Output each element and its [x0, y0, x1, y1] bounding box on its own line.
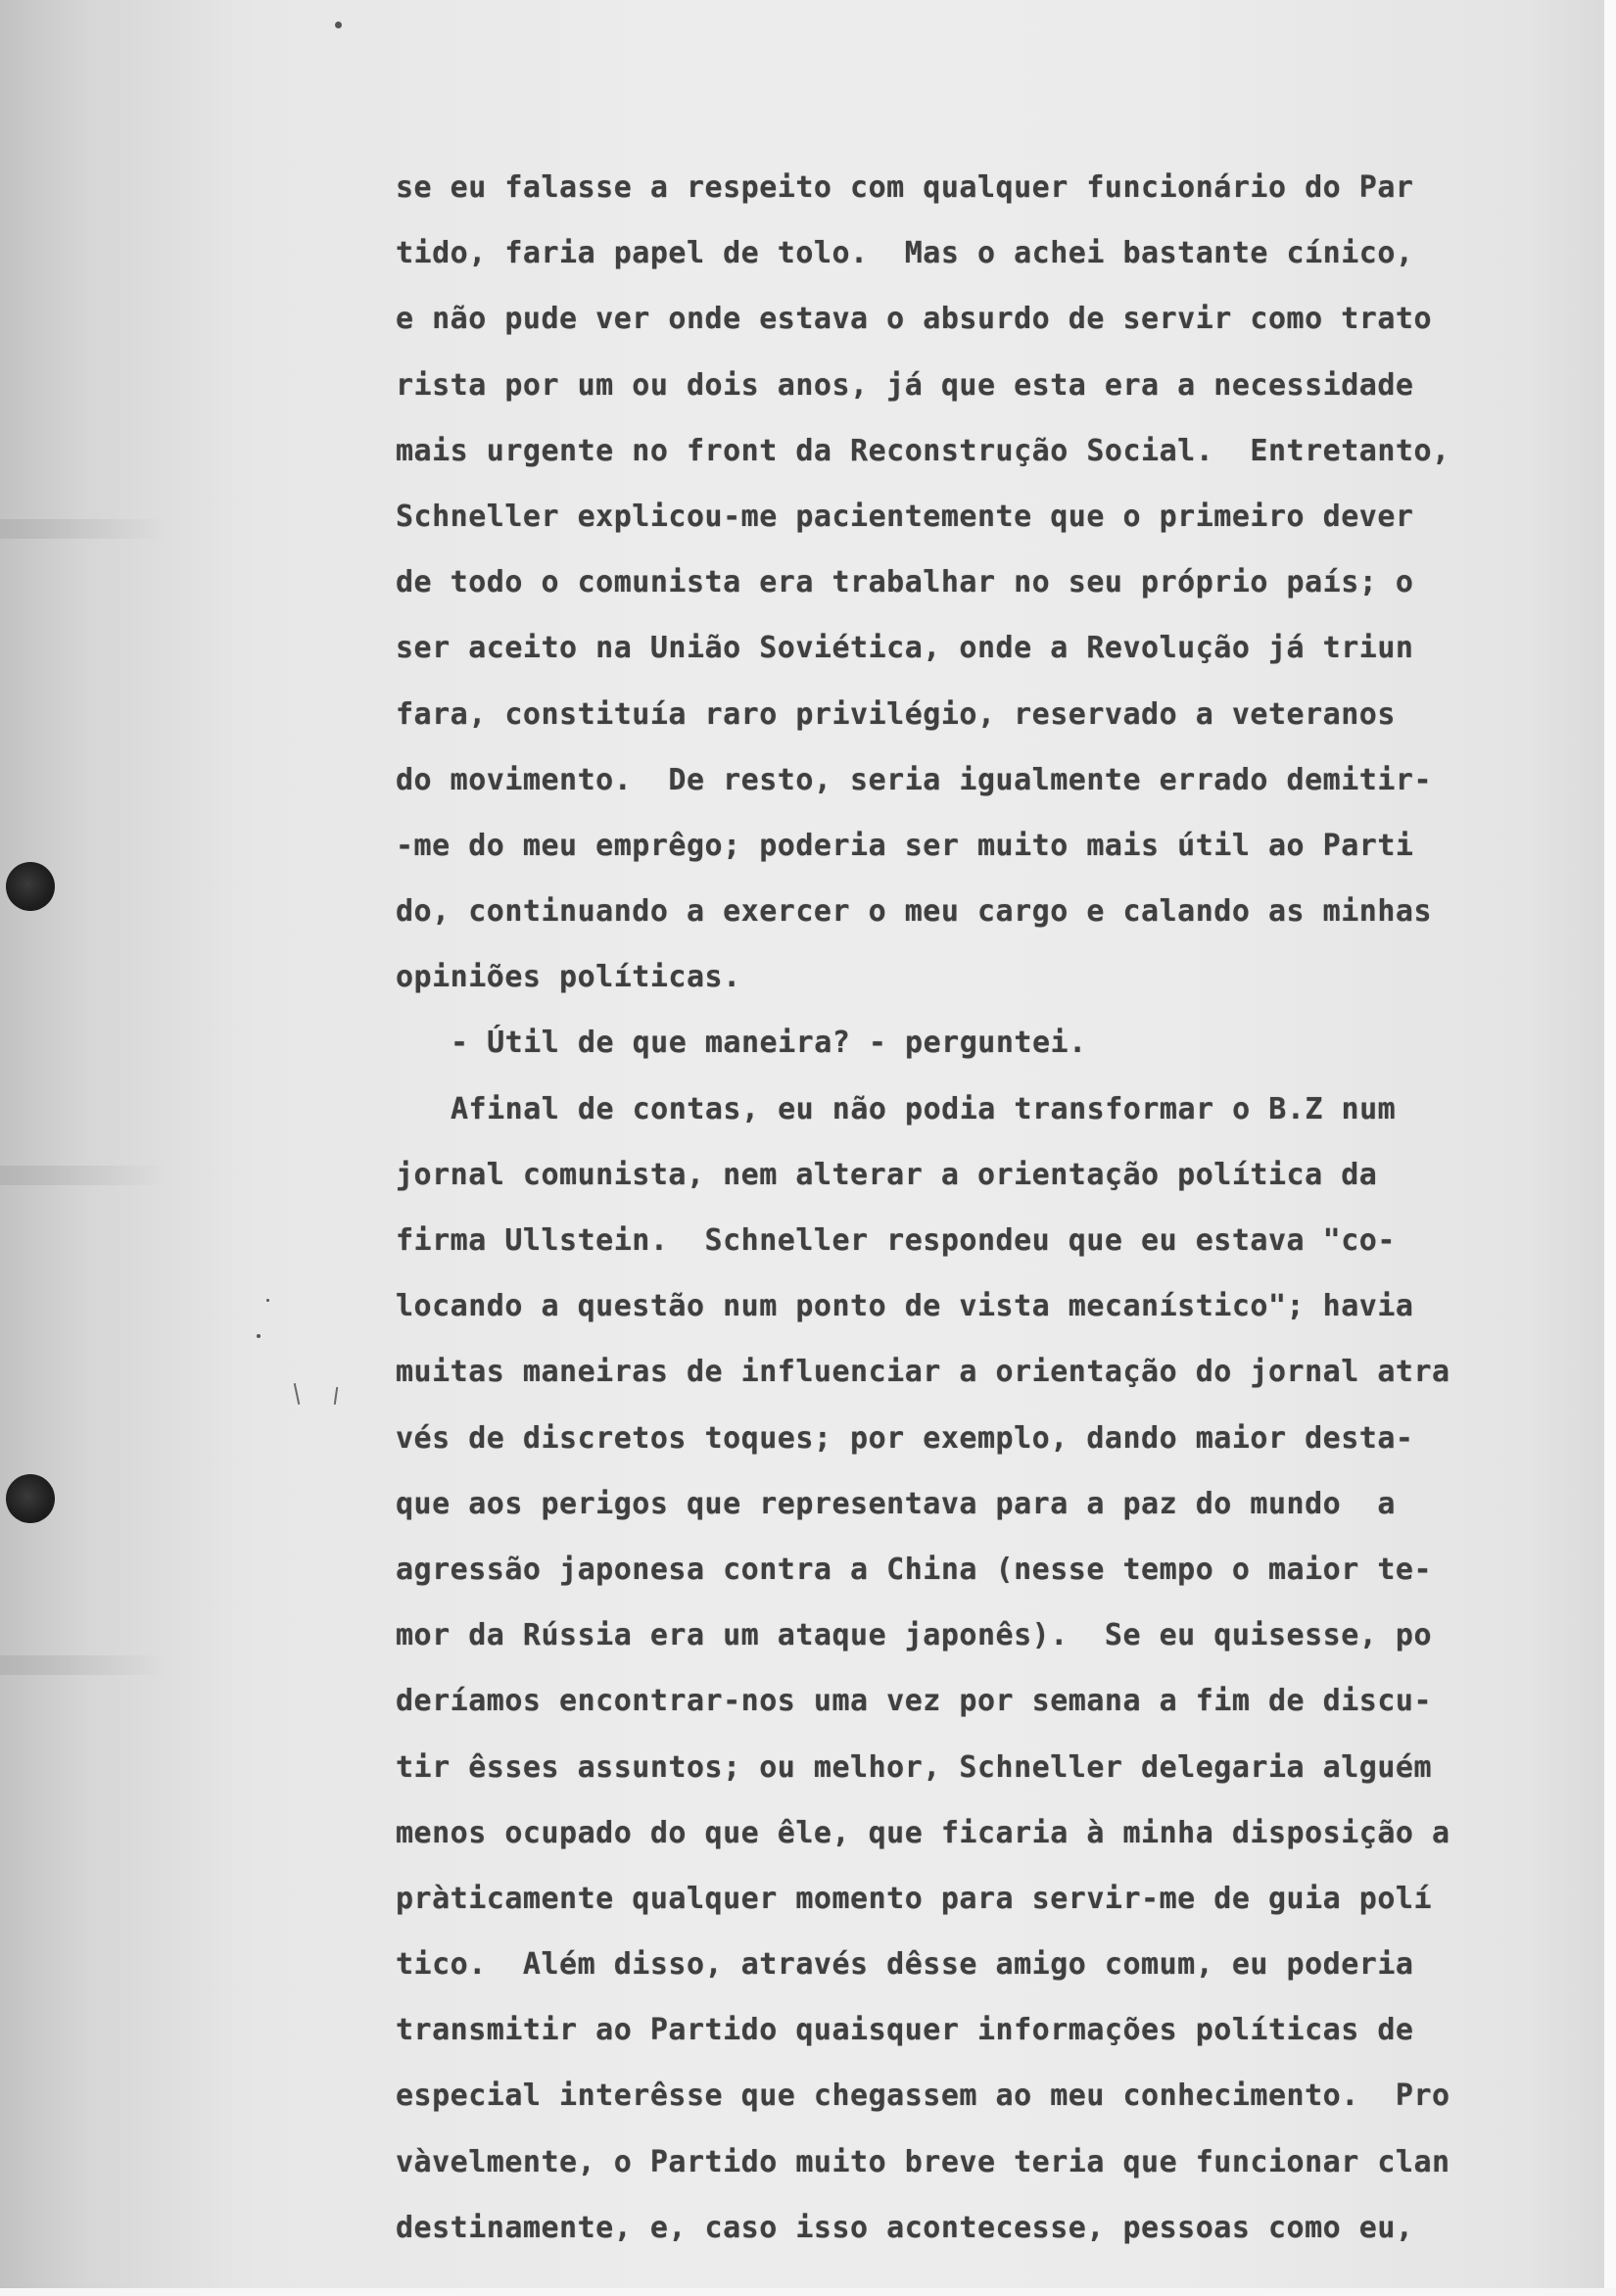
text-line: fara, constituía raro privilégio, reservado a veteranos	[396, 696, 1396, 732]
scan-shade-band	[0, 1655, 166, 1675]
text-line: pràticamente qualquer momento para servir-me de guia polí	[396, 1881, 1433, 1916]
text-line: tido, faria papel de tolo. Mas o achei bastante cínico,	[396, 236, 1414, 271]
text-line: menos ocupado do que êle, que ficaria à minha disposição a	[396, 1815, 1450, 1850]
text-line: firma Ullstein. Schneller respondeu que eu estava "co-	[396, 1223, 1396, 1258]
text-line: tico. Além disso, através dêsse amigo comum, eu poderia	[396, 1947, 1414, 1983]
ink-speck	[335, 22, 342, 28]
pencil-mark	[294, 1383, 301, 1405]
text-line: de todo o comunista era trabalhar no seu próprio país; o	[396, 565, 1414, 600]
text-line: ser aceito na União Soviética, onde a Revolução já triun	[396, 631, 1414, 666]
text-line: opiniões políticas.	[396, 960, 741, 995]
text-line: -me do meu emprêgo; poderia ser muito mais útil ao Parti	[396, 828, 1414, 863]
text-line: vàvelmente, o Partido muito breve teria que funcionar clan	[396, 2144, 1450, 2179]
text-line: muitas maneiras de influenciar a orientação do jornal atra	[396, 1355, 1450, 1390]
ink-speck	[257, 1334, 261, 1338]
scan-edge-right	[1604, 0, 1616, 2296]
text-line: mais urgente no front da Reconstrução Social. Entretanto,	[396, 433, 1450, 468]
text-line: destinamente, e, caso isso acontecesse, pessoas como eu,	[396, 2210, 1414, 2245]
scan-edge-bottom	[0, 2288, 1616, 2296]
ink-speck	[266, 1299, 269, 1302]
text-line: especial interêsse que chegassem ao meu conhecimento. Pro	[396, 2079, 1450, 2114]
text-line: deríamos encontrar-nos uma vez por semana a fim de discu-	[396, 1684, 1433, 1719]
pencil-mark	[334, 1387, 338, 1405]
text-line: jornal comunista, nem alterar a orientação política da	[396, 1157, 1378, 1192]
text-line: rista por um ou dois anos, já que esta era a necessidade	[396, 367, 1414, 403]
text-line: e não pude ver onde estava o absurdo de servir como trato	[396, 302, 1433, 337]
text-line: se eu falasse a respeito com qualquer funcionário do Par	[396, 170, 1414, 205]
text-line: Schneller explicou-me pacientemente que o primeiro dever	[396, 499, 1414, 534]
text-line: locando a questão num ponto de vista mecanístico"; havia	[396, 1289, 1414, 1324]
paragraph-first-line: Afinal de contas, eu não podia transformar o B.Z num	[451, 1091, 1397, 1126]
dialogue-line: - Útil de que maneira? - perguntei.	[451, 1026, 1087, 1061]
punch-hole-upper	[6, 862, 55, 911]
text-line: mor da Rússia era um ataque japonês). Se eu quisesse, po	[396, 1618, 1433, 1653]
text-line: que aos perigos que representava para a paz do mundo a	[396, 1486, 1396, 1521]
scan-shade-band	[0, 1166, 166, 1185]
text-line: do, continuando a exercer o meu cargo e calando as minhas	[396, 894, 1433, 930]
scan-shade-band	[0, 519, 166, 539]
text-line: transmitir ao Partido quaisquer informações políticas de	[396, 2013, 1414, 2048]
body-text	[396, 155, 1522, 2261]
text-line: tir êsses assuntos; ou melhor, Schneller delegaria alguém	[396, 1749, 1433, 1785]
text-line: do movimento. De resto, seria igualmente errado demitir-	[396, 762, 1433, 797]
text-line: vés de discretos toques; por exemplo, dando maior desta-	[396, 1420, 1414, 1456]
punch-hole-lower	[6, 1474, 55, 1523]
text-line: agressão japonesa contra a China (nesse tempo o maior te-	[396, 1552, 1433, 1587]
